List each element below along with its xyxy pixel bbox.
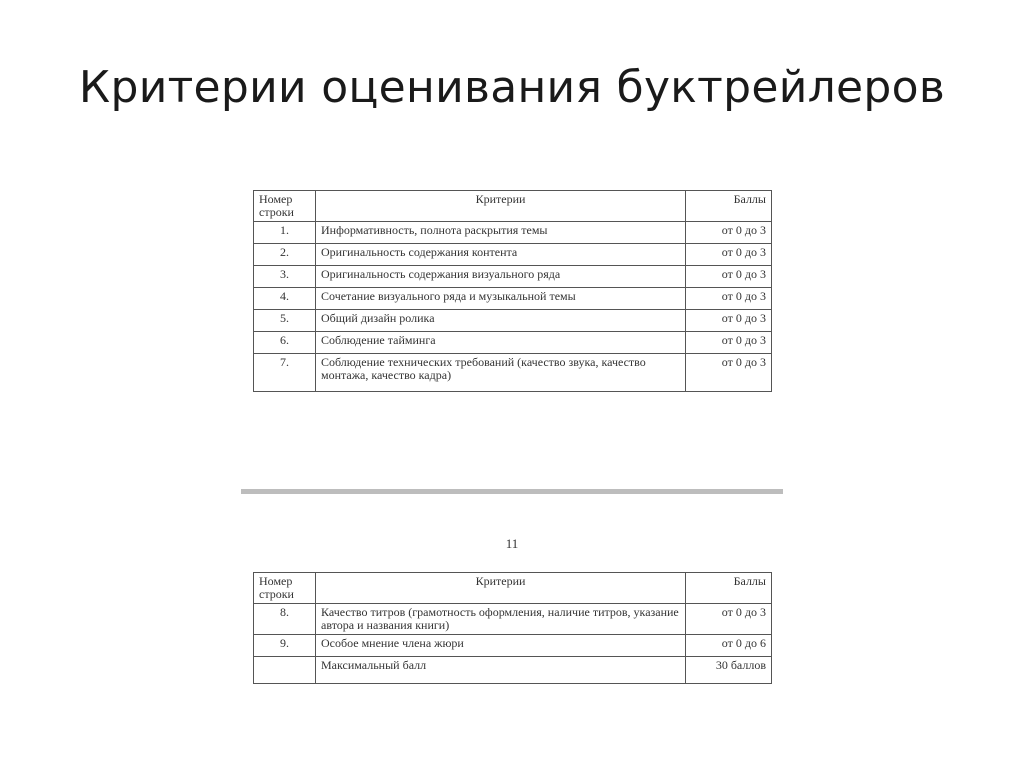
row-score: от 0 до 3 bbox=[686, 332, 772, 354]
table-row bbox=[254, 266, 772, 288]
header-number: Номер строки bbox=[254, 191, 316, 222]
row-score: 30 баллов bbox=[686, 657, 772, 684]
row-criterion: Сочетание визуального ряда и музыкальной темы bbox=[316, 288, 686, 310]
row-number: 6. bbox=[254, 332, 316, 354]
criteria-table-part-1 bbox=[253, 190, 772, 392]
header-score: Баллы bbox=[686, 191, 772, 222]
row-criterion: Качество титров (грамотность оформления, наличие титров, указание автора и названия книги) bbox=[316, 604, 686, 635]
page-number: 11 bbox=[505, 536, 519, 551]
row-score: от 0 до 3 bbox=[686, 222, 772, 244]
row-criterion: Соблюдение технических требований (качество звука, качество монтажа, качество кадра) bbox=[316, 354, 686, 392]
row-criterion: Информативность, полнота раскрытия темы bbox=[316, 222, 686, 244]
row-number: 7. bbox=[254, 354, 316, 392]
row-criterion: Максимальный балл bbox=[316, 657, 686, 684]
row-criterion: Общий дизайн ролика bbox=[316, 310, 686, 332]
row-score: от 0 до 3 bbox=[686, 310, 772, 332]
row-score: от 0 до 3 bbox=[686, 288, 772, 310]
table-row bbox=[254, 354, 772, 392]
table-row bbox=[254, 222, 772, 244]
table-row bbox=[254, 332, 772, 354]
row-number: 8. bbox=[254, 604, 316, 635]
row-score: от 0 до 3 bbox=[686, 266, 772, 288]
slide-title: Критерии оценивания буктрейлеров bbox=[78, 62, 946, 113]
header-criteria: Критерии bbox=[316, 573, 686, 604]
row-number: 3. bbox=[254, 266, 316, 288]
table-row bbox=[254, 604, 772, 635]
page-break-divider bbox=[241, 489, 783, 494]
table-row bbox=[254, 310, 772, 332]
criteria-table-part-2 bbox=[253, 572, 772, 684]
header-number: Номер строки bbox=[254, 573, 316, 604]
row-score: от 0 до 3 bbox=[686, 604, 772, 635]
row-number: 4. bbox=[254, 288, 316, 310]
row-number: 2. bbox=[254, 244, 316, 266]
row-score: от 0 до 6 bbox=[686, 635, 772, 657]
row-number: 5. bbox=[254, 310, 316, 332]
row-score: от 0 до 3 bbox=[686, 244, 772, 266]
row-number: 9. bbox=[254, 635, 316, 657]
table-row bbox=[254, 635, 772, 657]
table-row bbox=[254, 288, 772, 310]
table-row-total bbox=[254, 657, 772, 684]
table-row bbox=[254, 244, 772, 266]
row-score: от 0 до 3 bbox=[686, 354, 772, 392]
table-header-row bbox=[254, 573, 772, 604]
row-criterion: Оригинальность содержания визуального ряда bbox=[316, 266, 686, 288]
row-criterion: Особое мнение члена жюри bbox=[316, 635, 686, 657]
table-header-row bbox=[254, 191, 772, 222]
header-score: Баллы bbox=[686, 573, 772, 604]
row-criterion: Соблюдение тайминга bbox=[316, 332, 686, 354]
row-number: 1. bbox=[254, 222, 316, 244]
header-criteria: Критерии bbox=[316, 191, 686, 222]
row-criterion: Оригинальность содержания контента bbox=[316, 244, 686, 266]
row-number bbox=[254, 657, 316, 684]
